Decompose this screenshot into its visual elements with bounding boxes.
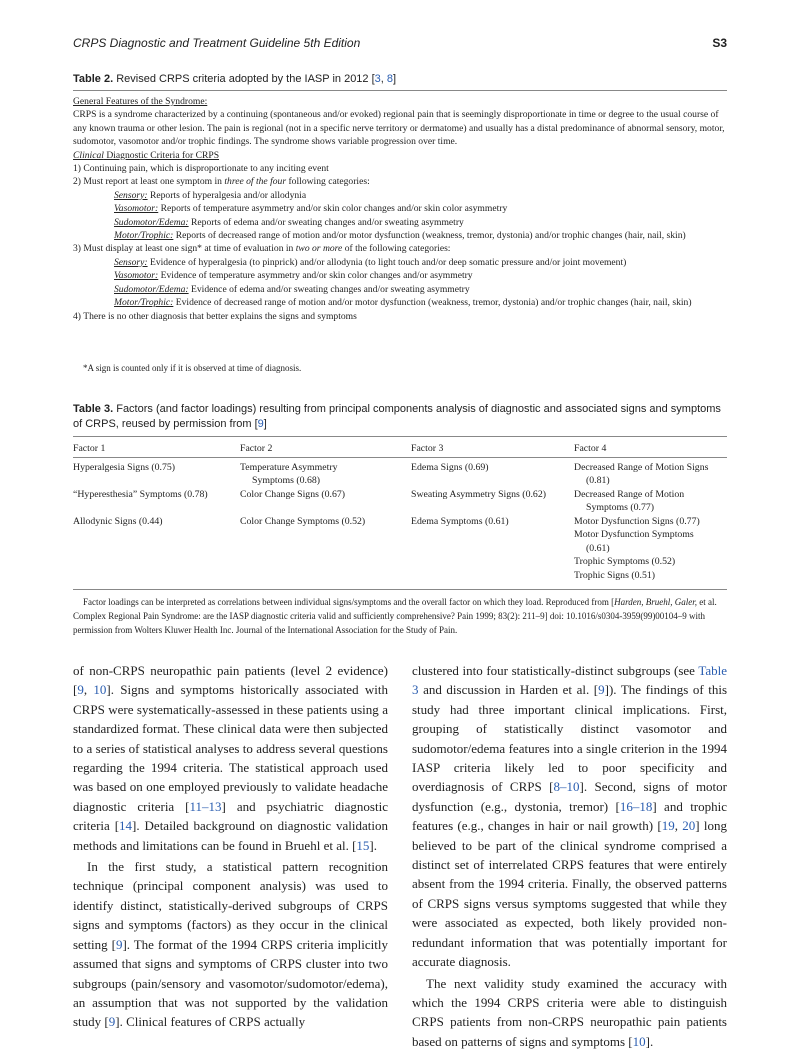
table-cell: Hyperalgesia Signs (0.75) — [73, 462, 176, 473]
table3-header-factor4: Factor 4 — [574, 443, 607, 454]
sign-label: Vasomotor: — [114, 270, 159, 282]
table3-header-factor3: Factor 3 — [411, 443, 444, 454]
sign-motor-trophic — [73, 296, 727, 309]
table-cell: Trophic Symptoms (0.52) — [574, 556, 676, 567]
sign-text: Evidence of hyperalgesia (to pinprick) and/or allodynia (to light touch and/or deep somatic pressure and/or joint movement) — [147, 256, 627, 268]
text-run: of non-CRPS neuropathic pain patients (level 2 evidence) [ — [73, 663, 388, 698]
table-cell: Trophic Signs (0.51) — [574, 570, 656, 581]
text-run: In the first study, a statistical pattern recognition technique (principal component analysis) was used to identify distinct, statistically-derived subgroups of CRPS signs and symptoms (factors) as they occur in the clinical setting [ — [73, 859, 388, 952]
table-cell: Color Change Signs (0.67) — [240, 489, 346, 500]
clinical-heading-rest: Diagnostic Criteria for CRPS — [103, 149, 220, 161]
sign-text: Evidence of edema and/or sweating changes and/or sweating asymmetry — [188, 283, 470, 295]
sign-sudomotor — [73, 283, 727, 296]
text-run: ] and psychiatric diagnostic criteria [ — [73, 798, 388, 834]
criteria-item-1: 1) Continuing pain, which is disproportionate to any inciting event — [73, 163, 329, 175]
table-cell: (0.61) — [586, 543, 610, 554]
table2-body — [73, 95, 727, 323]
criteria-item-4: 4) There is no other diagnosis that better explains the signs and symptoms — [73, 310, 357, 322]
table2-caption-text: Revised CRPS criteria adopted by the IASP in 2012 [ — [116, 73, 375, 85]
criteria-item-2-italic: three of the four — [224, 176, 287, 188]
sign-label: Sudomotor/Edema: — [114, 283, 189, 295]
paragraph — [73, 857, 388, 1032]
table2-caption — [73, 72, 727, 87]
criteria-item-3-italic: two or more — [295, 243, 343, 255]
text-run: ]. Clinical features of CRPS actually — [115, 1014, 306, 1030]
citation-link[interactable]: 9 — [108, 1014, 116, 1030]
running-header — [73, 36, 727, 52]
text-run: ]. The format of the 1994 CRPS criteria implicitly assumed that signs and symptoms of CRPS cluster into two subgroups (pain/sensory and vasomotor/sudomotor/edema), an assumption that was not supported by the validation study [ — [73, 936, 388, 1030]
table3-caption-label: Table 3. — [73, 403, 114, 415]
citation-link[interactable]: 14 — [119, 818, 133, 834]
symptom-label: Motor/Trophic: — [114, 230, 174, 242]
symptom-text: Reports of edema and/or sweating changes and/or sweating asymmetry — [188, 216, 464, 228]
symptom-motor-trophic — [73, 229, 727, 242]
text-run: The next validity study examined the accuracy with which the 1994 CRPS criteria were able to distinguish CRPS patients from non-CRPS neuropathic pain patients based on patterns of signs and symptoms [ — [412, 975, 727, 1049]
table2-top-rule — [73, 90, 727, 91]
text-run: ]. — [645, 1033, 654, 1049]
table3-caption-text: Factors (and factor loadings) resulting from principal components analysis of diagnostic and associated signs and symptoms of CRPS, reused by permission from [ — [73, 403, 721, 430]
citation-link[interactable]: 9 — [115, 936, 123, 952]
table3-footnote-italic: Harden, Bruehl, Galer, — [614, 597, 698, 607]
symptom-vasomotor — [73, 202, 727, 215]
text-run: , — [674, 818, 683, 834]
table-cell: Decreased Range of Motion — [574, 489, 685, 500]
table2-ref-link[interactable]: 3 — [374, 73, 381, 85]
citation-link[interactable]: 9 — [598, 682, 605, 698]
text-run: ] and trophic features (e.g., changes in hair or nail growth) [ — [412, 798, 728, 834]
table-cell: Allodynic Signs (0.44) — [73, 516, 163, 527]
text-run: clustered into four statistically-distinct subgroups (see — [412, 663, 699, 678]
table-cell: Sweating Asymmetry Signs (0.62) — [411, 489, 546, 500]
body-column-right — [412, 661, 727, 1051]
sign-text: Evidence of decreased range of motion and/or motor dysfunction (weakness, tremor, dystonia) and/or trophic changes (hair, nail, skin) — [173, 297, 692, 309]
citation-link[interactable]: 9 — [77, 682, 84, 698]
citation-link[interactable]: 15 — [356, 837, 370, 853]
paragraph — [412, 661, 727, 972]
table-cell: Decreased Range of Motion Signs — [574, 462, 709, 473]
table-cell: Edema Signs (0.69) — [411, 462, 489, 473]
citation-link[interactable]: 16–18 — [619, 798, 653, 814]
sign-vasomotor — [73, 269, 727, 282]
criteria-item-3-pre: 3) Must display at least one sign* at time of evaluation in — [73, 243, 296, 255]
text-run: , — [83, 682, 94, 698]
criteria-item-2-pre: 2) Must report at least one symptom in — [73, 176, 225, 188]
table3-top-rule — [73, 436, 727, 437]
table2-caption-end: ] — [393, 73, 397, 85]
criteria-item-2-post: following categories: — [286, 176, 370, 188]
table2-footnote: *A sign is counted only if it is observed at time of diagnosis. — [83, 363, 302, 373]
table3-footnote — [73, 596, 727, 637]
citation-link[interactable]: 10 — [632, 1033, 646, 1049]
body-column-left — [73, 661, 388, 1032]
citation-link[interactable]: 19 — [661, 818, 675, 834]
sign-text: Evidence of temperature asymmetry and/or skin color changes and/or asymmetry — [158, 270, 473, 282]
clinical-heading-italic: Clinical — [73, 149, 104, 161]
sign-label: Motor/Trophic: — [114, 297, 174, 309]
symptom-sensory — [73, 189, 727, 202]
table3-header-factor1: Factor 1 — [73, 443, 106, 454]
table3-caption-end: ] — [263, 418, 267, 430]
symptom-text: Reports of temperature asymmetry and/or skin color changes and/or skin color asymmetry — [158, 203, 508, 215]
table-cell: Symptoms (0.68) — [252, 475, 321, 486]
criteria-item-3-post: of the following categories: — [342, 243, 451, 255]
table-cell: Color Change Symptoms (0.52) — [240, 516, 366, 527]
criteria-item-2 — [73, 175, 727, 188]
text-run: ]. Second, signs of motor dysfunction (e.g., dystonia, tremor) [ — [412, 779, 728, 814]
sign-sensory — [73, 256, 727, 269]
running-title: CRPS Diagnostic and Treatment Guideline 5th Edition — [73, 36, 361, 50]
table-cell: (0.81) — [586, 475, 610, 486]
citation-link[interactable]: 10 — [93, 682, 107, 698]
table-cell: Temperature Asymmetry — [240, 462, 338, 473]
text-run: ]. — [369, 837, 378, 853]
paragraph — [73, 661, 388, 855]
table3-header-factor2: Factor 2 — [240, 443, 273, 454]
symptom-text: Reports of hyperalgesia and/or allodynia — [147, 189, 307, 201]
text-run: ]). The findings of this study had three important clinical implications. First, grouping of statistically distinct vasomotor and sudomotor/edema features into a single criterion in the 1994 IASP criteria likely led to poor specificity and overdiagnosis of CRPS [ — [412, 682, 727, 795]
citation-link[interactable]: 20 — [682, 818, 696, 834]
text-run: and discussion in Harden et al. [ — [418, 682, 599, 698]
text-run: ]. Signs and symptoms historically associated with CRPS were systematically-assessed in these patients using a standardized format. These clinical data were then subjected to a series of statistical analyses to address several questions regarding the 1994 criteria. The statistical approach used was based on one employed previously to validate headache diagnostic criteria [ — [73, 682, 388, 814]
symptom-label: Vasomotor: — [114, 203, 159, 215]
general-heading: General Features of the Syndrome: — [73, 96, 208, 107]
text-run: ] long believed to be part of the clinical syndrome comprised a distinct set of interrelated CRPS features that were entirely absent from the 1994 criteria. Finally, the observed patterns of CRPS signs versus symptoms suggested that while they were associated as expected, both likely provided non-redundant information that was potentially important for accurate diagnosis. — [412, 818, 727, 970]
page-number: S3 — [712, 36, 727, 50]
symptom-sudomotor — [73, 216, 727, 229]
table-cell: “Hyperesthesia” Symptoms (0.78) — [73, 489, 208, 500]
table-cell: Symptoms (0.77) — [586, 502, 655, 513]
symptom-label: Sudomotor/Edema: — [114, 216, 189, 228]
table2-caption-label: Table 2. — [73, 73, 114, 85]
table-cell: Motor Dysfunction Symptoms — [574, 529, 694, 540]
general-text: CRPS is a syndrome characterized by a continuing (spontaneous and/or evoked) regional pain that is seemingly disproportionate in time or degree to the usual course of any known trauma or other lesion. The pain is regional (not in a specific nerve territory or dermatome) and usually has a distal predominance of abnormal sensory, motor, sudomotor, vasomotor and/or trophic findings. The syndrome shows variable progression over time. — [73, 109, 725, 148]
table3-header-rule — [73, 457, 727, 458]
paragraph — [412, 974, 727, 1052]
table-cell: Edema Symptoms (0.61) — [411, 516, 509, 527]
table3-bottom-rule — [73, 589, 727, 590]
table-cell: Motor Dysfunction Signs (0.77) — [574, 516, 700, 527]
table2-ref-link[interactable]: 8 — [386, 73, 394, 85]
clinical-heading — [73, 149, 727, 162]
criteria-item-3 — [73, 242, 727, 255]
citation-link[interactable]: 8–10 — [553, 779, 580, 795]
symptom-text: Reports of decreased range of motion and/or motor dysfunction (weakness, tremor, dystonia) and/or trophic changes (hair, nail, skin) — [173, 230, 686, 242]
table3-footnote-post: et al. Complex Regional Pain Syndrome: are the IASP diagnostic criteria valid and sufficiently comprehensive? Pain 1999; 83(2): 211–9] doi: 10.1016/s0304-3959(99)00104–9 with permission from Wolters Kluwer Health Inc. Journal of the International Association for the Study of Pain. — [73, 597, 717, 635]
sign-label: Sensory: — [114, 256, 148, 268]
table3-ref-link[interactable]: 9 — [257, 418, 264, 430]
citation-link[interactable]: 11–13 — [189, 798, 222, 814]
table3-footnote-pre: Factor loadings can be interpreted as correlations between individual signs/symptoms and the overall factor on which they load. Reproduced from [ — [83, 597, 615, 607]
text-run: ]. Detailed background on diagnostic validation methods and limitations can be found in Bruehl et al. [ — [73, 818, 388, 853]
table2-caption-sep: , — [380, 73, 387, 85]
table3-caption — [73, 402, 727, 432]
symptom-label: Sensory: — [114, 189, 148, 201]
table-link[interactable]: Table 3 — [412, 663, 727, 698]
